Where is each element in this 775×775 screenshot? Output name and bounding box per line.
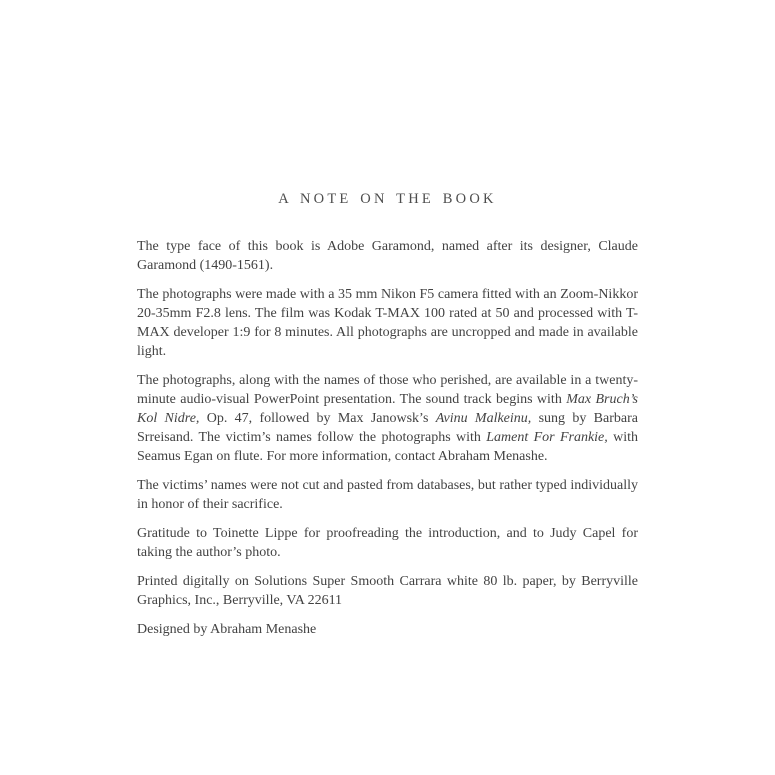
paragraph [137, 620, 638, 639]
text-segment: Designed by Abraham Menashe [137, 622, 317, 637]
paragraph [137, 371, 638, 466]
text-segment: The type face of this book is Adobe Garamond, named after its designer, Claude Garamond (1490-1561). [137, 239, 638, 273]
italic-text-segment: Max Bruch’s Kol Nidre, [137, 392, 639, 426]
text-segment: Op. 47, followed by Max Janowsk’s [199, 411, 436, 426]
text-segment: Printed digitally on Solutions Super Smooth Carrara white 80 lb. paper, by Berryville Graphics, Inc., Berryville, VA 22611 [137, 574, 638, 608]
paragraph [137, 524, 638, 562]
paragraph [137, 237, 638, 275]
paragraph [137, 476, 638, 514]
text-segment: The victims’ names were not cut and pasted from databases, but rather typed individually in honor of their sacrifice. [137, 478, 638, 512]
text-segment: with Seamus Egan on flute. For more information, contact Abraham Menashe. [137, 430, 638, 464]
paragraph [137, 285, 638, 361]
italic-text-segment: Lament For Frankie, [486, 430, 608, 445]
italic-text-segment: Avinu Malkeinu, [435, 411, 532, 426]
page-title: A NOTE ON THE BOOK [278, 191, 497, 207]
note-body [137, 237, 638, 639]
text-segment: The photographs were made with a 35 mm Nikon F5 camera fitted with an Zoom-Nikkor 20-35mm F2.8 lens. The film was Kodak T-MAX 100 rated at 50 and processed with T-MAX developer 1:9 for 8 minutes. All photographs are uncropped and made in available light. [137, 287, 638, 359]
text-segment: The photographs, along with the names of those who perished, are available in a twenty-minute audio-visual PowerPoint presentation. The sound track begins with [137, 373, 638, 407]
text-segment: Gratitude to Toinette Lippe for proofreading the introduction, and to Judy Capel for taking the author’s photo. [137, 526, 638, 560]
paragraph [137, 572, 638, 610]
text-segment: sung by Barbara Srreisand. The victim’s names follow the photographs with [137, 411, 638, 445]
